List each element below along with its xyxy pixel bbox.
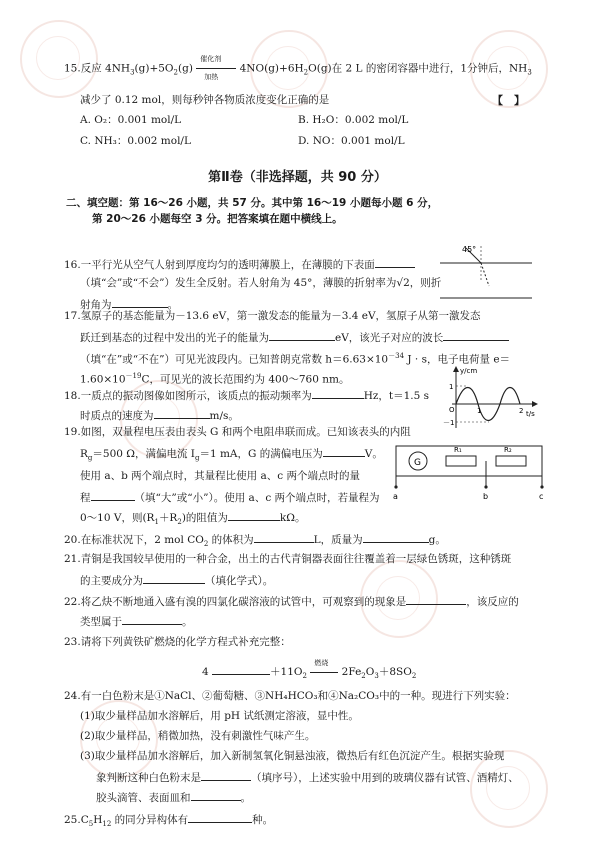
film-refraction-figure (436, 242, 536, 302)
tick-x-2: 2 (519, 407, 524, 415)
q24-line-5: 象判断这种白色粉末是 （填序号），上述实验中用到的玻璃仪器有试管、酒精灯、 (96, 772, 519, 784)
q17-line-1: 17.氢原子的基态能量为－13.6 eV，第一激发态的能量为－3.4 eV，氢原子从第一激发态 (64, 310, 481, 322)
q20-line-1: 20.在标准状况下，2 mol $CO_2$ 的体积为 L，质量为 g。 (64, 534, 446, 549)
q24-line-3: (2)取少量样品，稍微加热，没有刺激性气味产生。 (80, 730, 316, 742)
q15-line-2: 减少了 0.12 mol，则每秒钟各物质浓度变化正确的是 (80, 94, 330, 106)
q21-line-1: 21.青铜是我国较早使用的一种合金，出土的古代青铜器表面往往覆盖着一层绿色锈斑，这种锈斑 (64, 553, 512, 565)
q16-line-3: 射角为 。 (80, 299, 178, 311)
tick-minus-1: －1 (443, 419, 455, 427)
q22-line-2: 类型属于 。 (80, 616, 193, 628)
q16-line-1: 16.一平行光从空气人射到厚度均匀的透明薄膜上，在薄膜的下表面 (64, 257, 415, 272)
q17-line-4: $1.60\times 10^{-19}C$，可见光的波长范围约为 400～760 nm。 (80, 372, 350, 386)
q19-line-2: $R_g=500$ Ω，满偏电流 $I_g=1$ mA，G 的满偏电压为 V。 (80, 448, 383, 463)
q18-line-2: 时质点的速度为 m/s。 (80, 410, 239, 422)
origin-label: O (449, 406, 455, 414)
q15-option-d: D. NO：0.001 mol/L (298, 135, 405, 147)
q24-line-1: 24.有一白色粉末是①NaCl、②葡萄糖、③NH₄HCO₃和④Na₂CO₃中的一种。现进行下列实验： (64, 690, 516, 702)
section-instructions-1: 二、填空题：第 16～26 小题，共 57 分。其中第 16～19 小题每小题 6 分， (66, 197, 439, 209)
q24-line-4: (3)取少量样品加水溶解后，加入新制氢氧化铜悬浊液，微热后有红色沉淀产生。根据实验现 (80, 750, 505, 762)
incidence-angle-label: 45° (462, 245, 477, 254)
q15-option-a: A. O₂：0.001 mol/L (80, 114, 182, 126)
voltmeter-circuit (388, 440, 548, 502)
q24-line-6: 胶头滴管、表面皿和 。 (96, 792, 251, 804)
watermark-seal (20, 20, 98, 98)
section-title: 第Ⅱ卷（非选择题，共 90 分） (208, 170, 387, 185)
q23-equation: $4 +11O_2$ 燃烧 $2Fe_2O_3+8SO_2$ (202, 658, 417, 681)
q15-option-b: B. H₂O：0.002 mol/L (298, 114, 409, 126)
y-axis-label: y/cm (460, 367, 478, 375)
resistor-r1-label: R₁ (454, 446, 462, 454)
q16-line-2: （填“会”或“不会”）发生全反射。若人射角为 45°，薄膜的折射率为√2，则折 (80, 277, 442, 289)
oscillation-graph (442, 364, 542, 430)
heating-label: 加热 (204, 73, 219, 81)
terminal-a-label: a (393, 492, 398, 501)
q19-line-5: 0～10 V，则$(R_1+R_2)$的阻值为 kΩ。 (80, 512, 306, 527)
q25-line-1: $25.C_5H_{12}$ 的同分异构体有 种。 (64, 814, 274, 829)
q22-line-1: 22.将乙炔不断地通入盛有溴的四氯化碳溶液的试管中，可观察到的现象是 ，该反应的 (64, 596, 519, 608)
q15-option-c: C. NH₃：0.002 mol/L (80, 135, 191, 147)
q19-line-4: 程 （填“大”或“小”）。使用 a、c 两个端点时，若量程为 (80, 492, 380, 504)
answer-bracket: 【 】 (492, 94, 525, 107)
tick-plus-1: 1 (449, 383, 454, 391)
t-axis-label: t/s (526, 410, 535, 418)
resistor-r2-label: R₂ (504, 446, 512, 454)
catalyst-label: 催化剂 (200, 55, 222, 63)
q23-line-1: 23.请将下列黄铁矿燃烧的化学方程式补充完整： (64, 636, 291, 648)
q19-line-1: 19.如图，双量程电压表由表头 G 和两个电阻串联而成。已知该表头的内阻 (64, 426, 411, 438)
section-instructions-2: 第 20～26 小题每空 3 分。把答案填在题中横线上。 (92, 213, 343, 225)
burning-condition-label: 燃烧 (314, 658, 329, 667)
q17-line-3: （填“在”或“不在”）可见光波段内。已知普朗克常数 $h=6.63\times 10^{-34}$ J · s，电子电荷量 e＝ (80, 352, 511, 366)
terminal-b-label: b (483, 492, 489, 501)
q19-line-3: 使用 a、b 两个端点时，其量程比使用 a、c 两个端点时的量 (80, 470, 360, 482)
q24-line-2: (1)取少量样品加水溶解后，用 pH 试纸测定溶液，显中性。 (80, 710, 359, 722)
galvanometer-label: G (414, 458, 421, 468)
tick-x-1: 1 (477, 407, 482, 415)
q17-line-2: 跃迁到基态的过程中发出的光子的能量为 eV，该光子对应的波长 (80, 330, 509, 345)
q15-line-1: 15.反应 $4NH_3(g)+5O_2(g)$ 催化剂 加热 $4NO(g)+6H_2O(g)$在 2 L 的密闭容器中进行，1分钟后，$NH_3$ (64, 62, 532, 80)
q21-line-2: 的主要成分为 （填化学式）。 (80, 575, 274, 587)
terminal-c-label: c (539, 492, 544, 501)
q18-line-1: 18.一质点的振动图像如图所示，该质点的振动频率为 Hz，t＝1.5 s (64, 390, 430, 402)
